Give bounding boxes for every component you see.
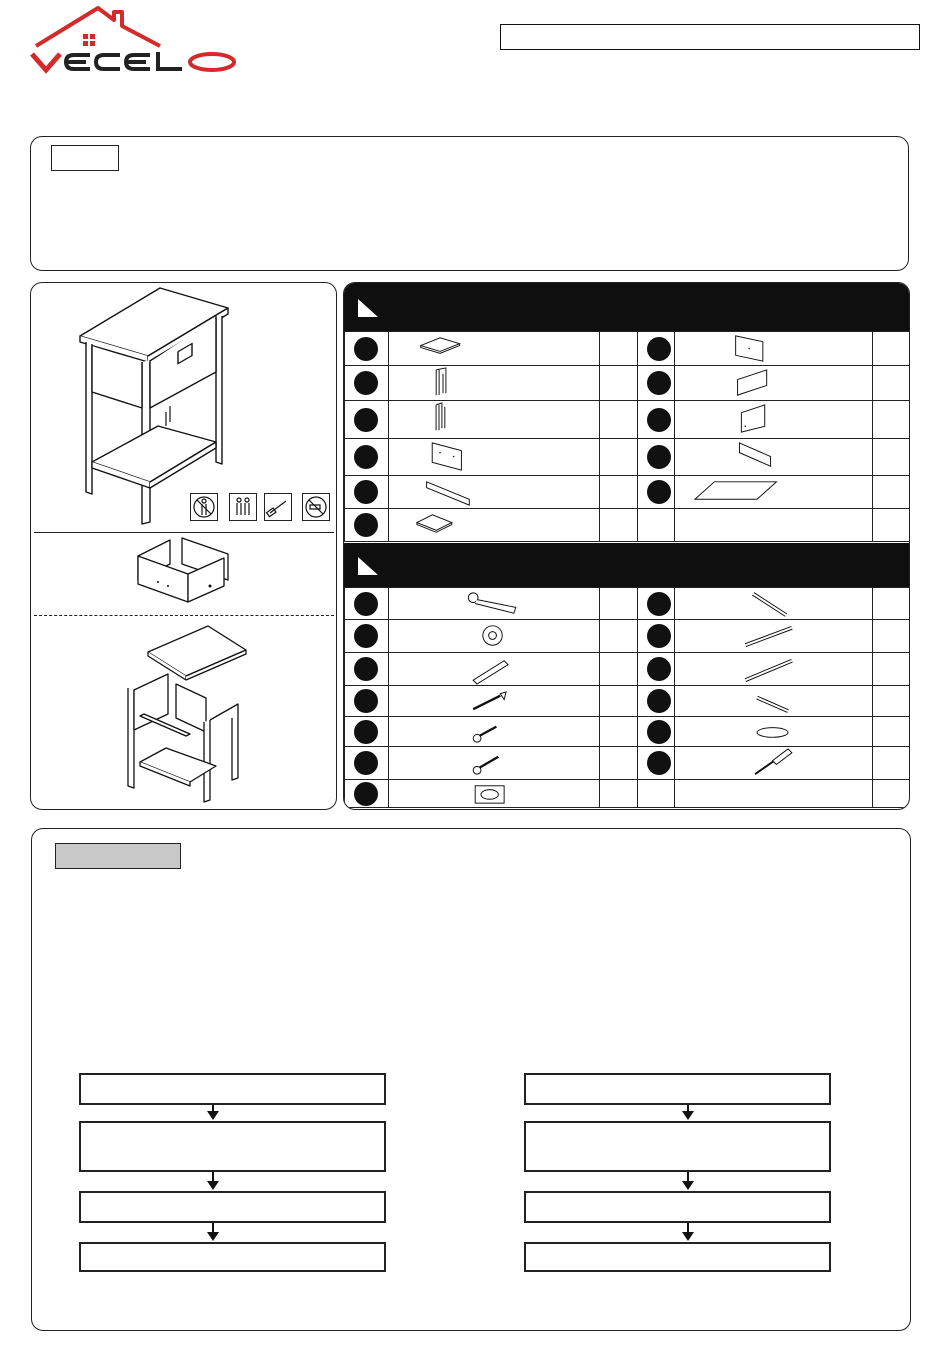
panels-qty-cell xyxy=(600,366,638,401)
hardware-qty-cell xyxy=(873,620,910,653)
hardware-pic-cell xyxy=(675,747,873,780)
hardware-pic-cell xyxy=(389,653,600,686)
hardware-qty-cell xyxy=(873,588,910,620)
panels-num-cell xyxy=(345,509,389,542)
panels-qty-cell xyxy=(873,509,910,542)
drawer-assembly-illustration xyxy=(132,534,232,608)
panels-pic-cell xyxy=(675,401,873,439)
part-number-badge xyxy=(354,480,378,504)
panels-pic-cell xyxy=(675,476,873,509)
section-triangle-icon xyxy=(358,299,378,317)
part-number-badge xyxy=(354,689,378,713)
hardware-part-illustration xyxy=(389,717,599,746)
panels-part-illustration xyxy=(675,401,872,438)
panels-row xyxy=(345,366,910,401)
panels-pic-cell xyxy=(675,332,873,366)
part-number-badge xyxy=(354,751,378,775)
panels-qty-cell xyxy=(873,366,910,401)
hardware-num-cell xyxy=(638,686,675,717)
part-number-badge xyxy=(354,624,378,648)
panels-num-cell xyxy=(638,476,675,509)
panels-qty-cell xyxy=(873,332,910,366)
panels-qty-cell xyxy=(600,476,638,509)
flow-arrow-icon xyxy=(212,1172,214,1188)
panels-part-illustration xyxy=(389,476,599,508)
left-flow-step-2 xyxy=(79,1121,386,1172)
hardware-row xyxy=(345,747,910,780)
hardware-qty-cell xyxy=(600,653,638,686)
panels-qty-cell xyxy=(873,439,910,476)
panels-num-cell xyxy=(638,439,675,476)
hardware-qty-cell xyxy=(600,747,638,780)
hardware-pic-cell xyxy=(675,588,873,620)
panels-part-illustration xyxy=(675,332,872,365)
panels-row xyxy=(345,476,910,509)
hardware-part-illustration xyxy=(389,686,599,716)
hardware-part-illustration xyxy=(389,620,599,652)
panels-part-illustration xyxy=(675,476,872,508)
flow-step-text xyxy=(81,1123,384,1135)
flow-arrow-icon xyxy=(687,1223,689,1239)
preview-divider xyxy=(34,532,334,533)
part-number-badge xyxy=(354,657,378,681)
panels-row xyxy=(345,332,910,366)
panels-qty-cell xyxy=(600,401,638,439)
panels-qty-cell xyxy=(600,332,638,366)
hardware-part-illustration xyxy=(389,588,599,619)
hardware-row xyxy=(345,620,910,653)
panels-pic-cell xyxy=(675,439,873,476)
hardware-section-header xyxy=(344,543,910,587)
hardware-qty-cell xyxy=(873,717,910,747)
hardware-num-cell xyxy=(638,620,675,653)
flow-step-text xyxy=(526,1244,829,1256)
panels-part-illustration xyxy=(389,439,599,475)
hardware-pic-cell xyxy=(389,588,600,620)
hardware-part-illustration xyxy=(675,747,872,779)
panels-part-illustration xyxy=(389,401,599,438)
hardware-num-cell xyxy=(345,717,389,747)
vecelo-logo xyxy=(28,4,242,76)
flow-step-text xyxy=(526,1193,829,1205)
assembled-nightstand-illustration xyxy=(70,286,230,526)
hardware-part-illustration xyxy=(675,588,872,619)
flow-step-text xyxy=(526,1123,829,1135)
part-number-badge xyxy=(647,480,671,504)
panels-num-cell xyxy=(638,332,675,366)
hardware-qty-cell xyxy=(600,717,638,747)
part-number-badge xyxy=(354,445,378,469)
hardware-row xyxy=(345,588,910,620)
hardware-row xyxy=(345,717,910,747)
hardware-num-cell xyxy=(345,747,389,780)
hardware-pic-cell xyxy=(675,653,873,686)
part-number-badge xyxy=(354,720,378,744)
panels-table xyxy=(344,331,910,542)
part-number-badge xyxy=(647,337,671,361)
hardware-num-cell xyxy=(345,620,389,653)
hardware-num-cell xyxy=(638,717,675,747)
hardware-part-illustration xyxy=(675,686,872,716)
hardware-qty-cell xyxy=(873,686,910,717)
flow-step-text xyxy=(81,1244,384,1256)
panels-num-cell xyxy=(345,401,389,439)
hardware-qty-cell xyxy=(873,653,910,686)
panels-num-cell xyxy=(638,366,675,401)
panels-pic-cell xyxy=(389,332,600,366)
panels-qty-cell xyxy=(600,509,638,542)
flow-arrow-icon xyxy=(212,1223,214,1239)
flow-step-text xyxy=(81,1193,384,1205)
exploded-view-illustration xyxy=(120,622,250,806)
hardware-pic-cell xyxy=(389,620,600,653)
model-number-box xyxy=(500,24,920,50)
hardware-num-cell xyxy=(638,653,675,686)
panels-qty-cell xyxy=(873,476,910,509)
flow-step-text xyxy=(526,1075,829,1087)
hardware-row xyxy=(345,780,910,808)
panels-pic-cell xyxy=(389,509,600,542)
panels-part-illustration xyxy=(675,366,872,400)
left-flow-step-4 xyxy=(79,1242,386,1272)
hardware-pic-cell xyxy=(675,717,873,747)
part-number-badge xyxy=(354,371,378,395)
part-number-badge xyxy=(354,408,378,432)
hardware-qty-cell xyxy=(600,620,638,653)
panels-pic-cell xyxy=(389,439,600,476)
panels-section-header xyxy=(344,283,910,331)
left-flow-step-1 xyxy=(79,1073,386,1105)
right-flow-step-2 xyxy=(524,1121,831,1172)
hardware-part-illustration xyxy=(675,653,872,685)
hardware-row xyxy=(345,686,910,717)
part-number-badge xyxy=(647,408,671,432)
part-number-badge xyxy=(647,624,671,648)
panels-part-illustration xyxy=(389,366,599,400)
part-number-badge xyxy=(354,513,378,537)
hardware-pic-cell xyxy=(389,686,600,717)
hardware-part-illustration xyxy=(675,717,872,746)
hardware-qty-cell xyxy=(873,780,910,808)
parts-list-panel xyxy=(343,282,910,810)
panels-num-cell xyxy=(638,401,675,439)
panels-qty-cell xyxy=(873,401,910,439)
panels-row xyxy=(345,401,910,439)
hardware-qty-cell xyxy=(600,588,638,620)
preview-dashed-divider xyxy=(34,615,334,616)
hardware-qty-cell xyxy=(600,780,638,808)
hardware-part-illustration xyxy=(389,747,599,779)
panels-row xyxy=(345,509,910,542)
part-number-badge xyxy=(647,657,671,681)
hardware-part-illustration xyxy=(675,620,872,652)
panels-pic-cell xyxy=(675,509,873,542)
hardware-pic-cell xyxy=(675,620,873,653)
part-number-badge xyxy=(354,782,378,806)
flow-step-text xyxy=(81,1075,384,1087)
hardware-pic-cell xyxy=(675,780,873,808)
panels-part-illustration xyxy=(675,439,872,475)
hardware-num-cell xyxy=(345,780,389,808)
hardware-part-illustration xyxy=(389,653,599,685)
panels-num-cell xyxy=(345,332,389,366)
hardware-table xyxy=(344,587,910,808)
panels-pic-cell xyxy=(675,366,873,401)
panels-qty-cell xyxy=(600,439,638,476)
part-number-badge xyxy=(647,592,671,616)
panels-num-cell xyxy=(638,509,675,542)
flow-arrow-icon xyxy=(687,1105,689,1118)
hardware-qty-cell xyxy=(873,747,910,780)
hardware-pic-cell xyxy=(675,686,873,717)
flow-arrow-icon xyxy=(687,1172,689,1188)
steps-label xyxy=(55,843,181,869)
notice-panel xyxy=(30,136,909,271)
notice-label xyxy=(51,145,119,171)
panels-part-illustration xyxy=(389,509,599,541)
part-number-badge xyxy=(647,689,671,713)
panels-part-illustration xyxy=(675,509,872,541)
hardware-row xyxy=(345,653,910,686)
hardware-pic-cell xyxy=(389,717,600,747)
panels-pic-cell xyxy=(389,366,600,401)
right-flow-step-3 xyxy=(524,1191,831,1223)
part-number-badge xyxy=(647,445,671,469)
section-triangle-icon xyxy=(358,557,378,575)
hardware-num-cell xyxy=(345,686,389,717)
hardware-num-cell xyxy=(638,588,675,620)
panels-num-cell xyxy=(345,439,389,476)
panels-num-cell xyxy=(345,366,389,401)
left-flow-step-3 xyxy=(79,1191,386,1223)
panels-part-illustration xyxy=(389,332,599,365)
part-number-badge xyxy=(354,337,378,361)
hardware-num-cell xyxy=(345,588,389,620)
safety-icons-art xyxy=(190,493,330,521)
panels-pic-cell xyxy=(389,401,600,439)
panels-num-cell xyxy=(345,476,389,509)
hardware-num-cell xyxy=(638,747,675,780)
hardware-num-cell xyxy=(345,653,389,686)
hardware-part-illustration xyxy=(675,780,872,807)
part-number-badge xyxy=(647,751,671,775)
hardware-qty-cell xyxy=(600,686,638,717)
panels-pic-cell xyxy=(389,476,600,509)
hardware-num-cell xyxy=(638,780,675,808)
right-flow-step-4 xyxy=(524,1242,831,1272)
part-number-badge xyxy=(647,720,671,744)
panels-row xyxy=(345,439,910,476)
hardware-pic-cell xyxy=(389,747,600,780)
part-number-badge xyxy=(647,371,671,395)
hardware-pic-cell xyxy=(389,780,600,808)
hardware-part-illustration xyxy=(389,780,599,807)
right-flow-step-1 xyxy=(524,1073,831,1105)
part-number-badge xyxy=(354,592,378,616)
flow-arrow-icon xyxy=(212,1105,214,1118)
